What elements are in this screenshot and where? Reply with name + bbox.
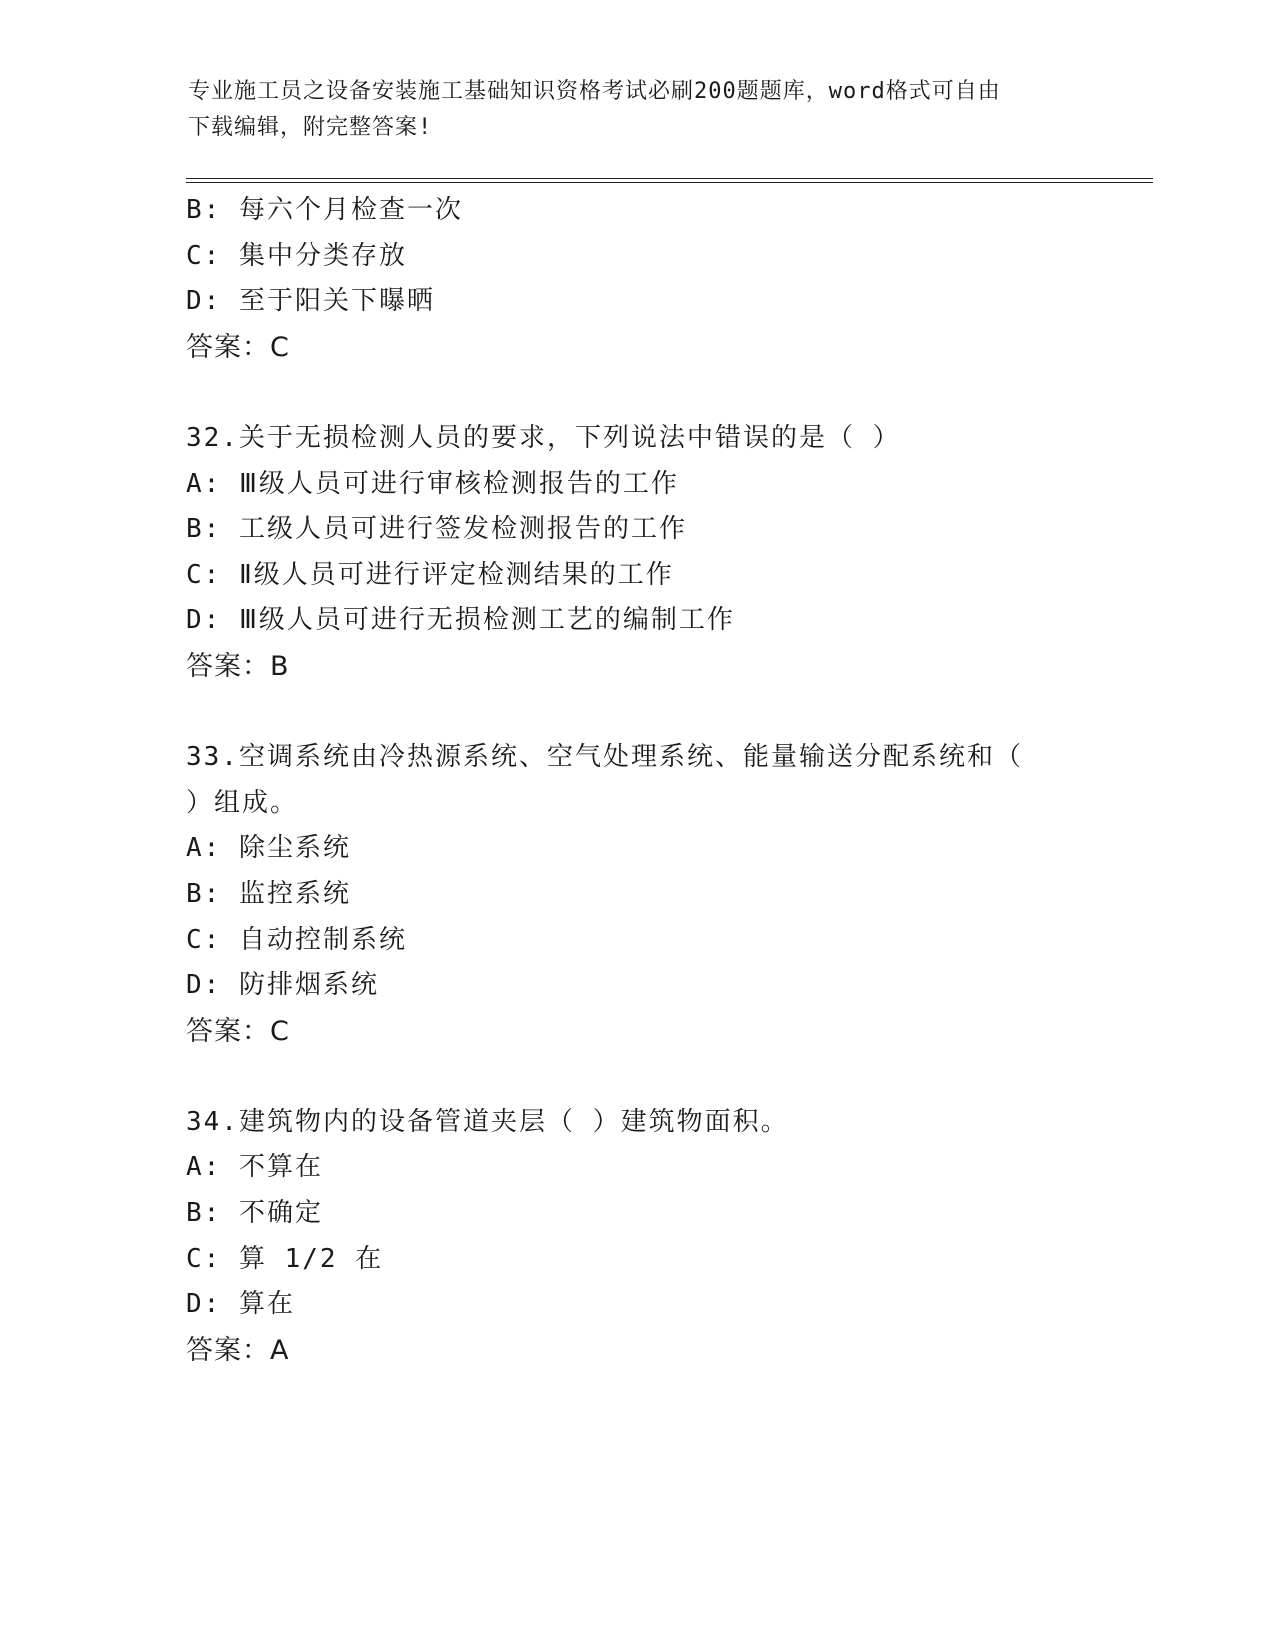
answer-line: 答案：A: [186, 1334, 290, 1366]
question-text-line-1: 33.空调系统由冷热源系统、空气处理系统、能量输送分配系统和（: [186, 742, 1023, 773]
header-rule-bottom: [186, 182, 1153, 183]
option-b: B: 工级人员可进行签发检测报告的工作: [186, 514, 687, 545]
header-rule-top: [186, 178, 1153, 179]
option-a: A: 不算在: [186, 1152, 323, 1183]
spacer: [186, 370, 1146, 416]
question-block-32: [186, 416, 1146, 690]
option-d: D: 算在: [186, 1289, 295, 1320]
question-text-line-2: ）组成。: [186, 787, 299, 818]
spacer: [186, 1054, 1146, 1100]
option-b: B: 每六个月检查一次: [186, 195, 463, 225]
question-text: 34.建筑物内的设备管道夹层（ ）建筑物面积。: [186, 1106, 789, 1137]
option-c: C: 集中分类存放: [186, 240, 407, 271]
document-header: [188, 74, 1088, 146]
question-block-33: [186, 735, 1146, 1054]
option-d: D: 至于阳关下曝晒: [186, 286, 435, 317]
option-a: A: Ⅲ级人员可进行审核检测报告的工作: [186, 468, 679, 499]
option-b: B: 监控系统: [186, 878, 351, 909]
option-d: D: 防排烟系统: [186, 970, 379, 1001]
answer-line: 答案：B: [186, 650, 290, 682]
header-line-1: 专业施工员之设备安装施工基础知识资格考试必刷200题题库，word格式可自由: [188, 79, 1001, 104]
option-c: C: 算 1/2 在: [186, 1243, 384, 1274]
question-block-34: [186, 1100, 1146, 1374]
option-d: D: Ⅲ级人员可进行无损检测工艺的编制工作: [186, 605, 735, 636]
answer-line: 答案：C: [186, 331, 290, 363]
question-content: [186, 188, 1146, 1373]
option-b: B: 不确定: [186, 1198, 323, 1229]
answer-line: 答案：C: [186, 1015, 290, 1047]
spacer: [186, 690, 1146, 736]
question-block-31: [186, 188, 1146, 370]
option-c: C: 自动控制系统: [186, 924, 407, 955]
option-a: A: 除尘系统: [186, 833, 351, 864]
header-line-2: 下载编辑，附完整答案!: [188, 115, 433, 140]
question-text: 32.关于无损检测人员的要求，下列说法中错误的是（ ）: [186, 422, 901, 453]
option-c: C: Ⅱ级人员可进行评定检测结果的工作: [186, 559, 674, 590]
